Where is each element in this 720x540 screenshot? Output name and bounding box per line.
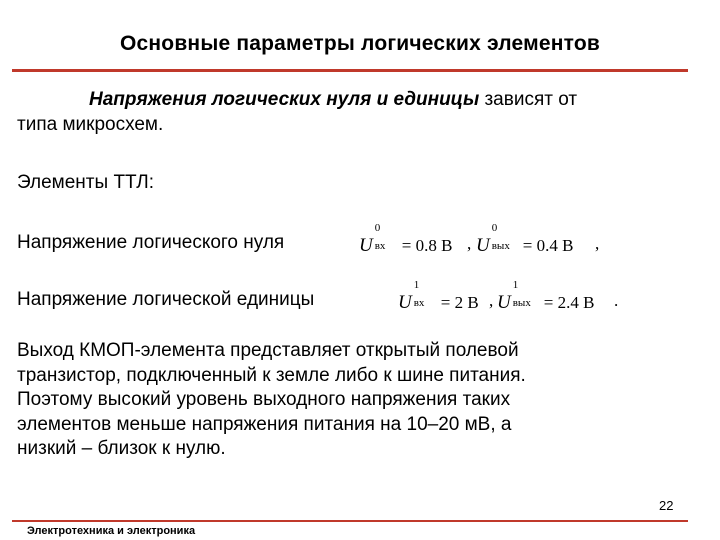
u-in-zero-indices — [373, 222, 399, 252]
u-in-one-symbol: U — [398, 292, 412, 313]
u-out-one-symbol: U — [497, 292, 511, 313]
u-in-zero-sub: вх — [374, 240, 386, 252]
u-out-one-sup: 1 — [512, 279, 519, 291]
intro-rest-line1: зависят от — [479, 89, 578, 110]
intro-emphasis: Напряжения логических нуля и единицы — [89, 89, 480, 110]
u-out-zero-formula — [476, 222, 574, 256]
u-in-one-indices — [412, 279, 438, 309]
intro-line2: типа микросхем. — [17, 113, 164, 135]
logic-one-label: Напряжение логической единицы — [17, 289, 315, 310]
cmos-paragraph-line-3: Поэтому высокий уровень выходного напряжения таких — [17, 389, 511, 410]
u-out-zero-indices — [490, 222, 520, 252]
title-divider — [12, 69, 688, 72]
logic-zero-end-punct: , — [595, 234, 600, 253]
u-out-zero-sup: 0 — [491, 222, 498, 234]
logic-one-end-punct: . — [614, 291, 619, 310]
u-in-zero-sup: 0 — [374, 222, 381, 234]
u-out-zero-value: = 0.4 В — [522, 236, 574, 255]
u-out-one-indices — [511, 279, 541, 309]
u-out-one-value: = 2.4 В — [543, 293, 595, 312]
u-in-one-sup: 1 — [413, 279, 420, 291]
intro-paragraph — [17, 88, 577, 137]
footer-divider — [12, 520, 688, 522]
u-in-one-sub: вх — [413, 297, 425, 309]
page-number: 22 — [659, 498, 674, 513]
logic-zero-separator: , — [467, 234, 472, 253]
footer-course-title: Электротехника и электроника — [27, 525, 196, 537]
slide-title: Основные параметры логических элементов — [120, 32, 600, 55]
u-in-zero-formula — [359, 222, 453, 256]
cmos-paragraph — [17, 339, 526, 462]
u-out-one-formula — [497, 279, 595, 313]
u-out-zero-sub: вых — [491, 240, 510, 252]
u-in-zero-value: = 0.8 В — [401, 236, 453, 255]
u-in-zero-symbol: U — [359, 235, 373, 256]
u-out-one-sub: вых — [512, 297, 531, 309]
u-out-zero-symbol: U — [476, 235, 490, 256]
u-in-one-formula — [398, 279, 479, 313]
u-in-one-value: = 2 В — [440, 293, 479, 312]
cmos-paragraph-line-4: элементов меньше напряжения питания на 10–20 мВ, а — [17, 413, 512, 435]
cmos-paragraph-line-5: низкий – близок к нулю. — [17, 438, 226, 459]
cmos-paragraph-line-1: Выход КМОП-элемента представляет открытый полевой — [17, 340, 519, 361]
cmos-paragraph-line-2: транзистор, подключенный к земле либо к шине питания. — [17, 364, 526, 386]
ttl-heading: Элементы ТТЛ: — [17, 172, 154, 193]
logic-zero-label: Напряжение логического нуля — [17, 232, 285, 253]
logic-one-separator: , — [489, 291, 494, 310]
